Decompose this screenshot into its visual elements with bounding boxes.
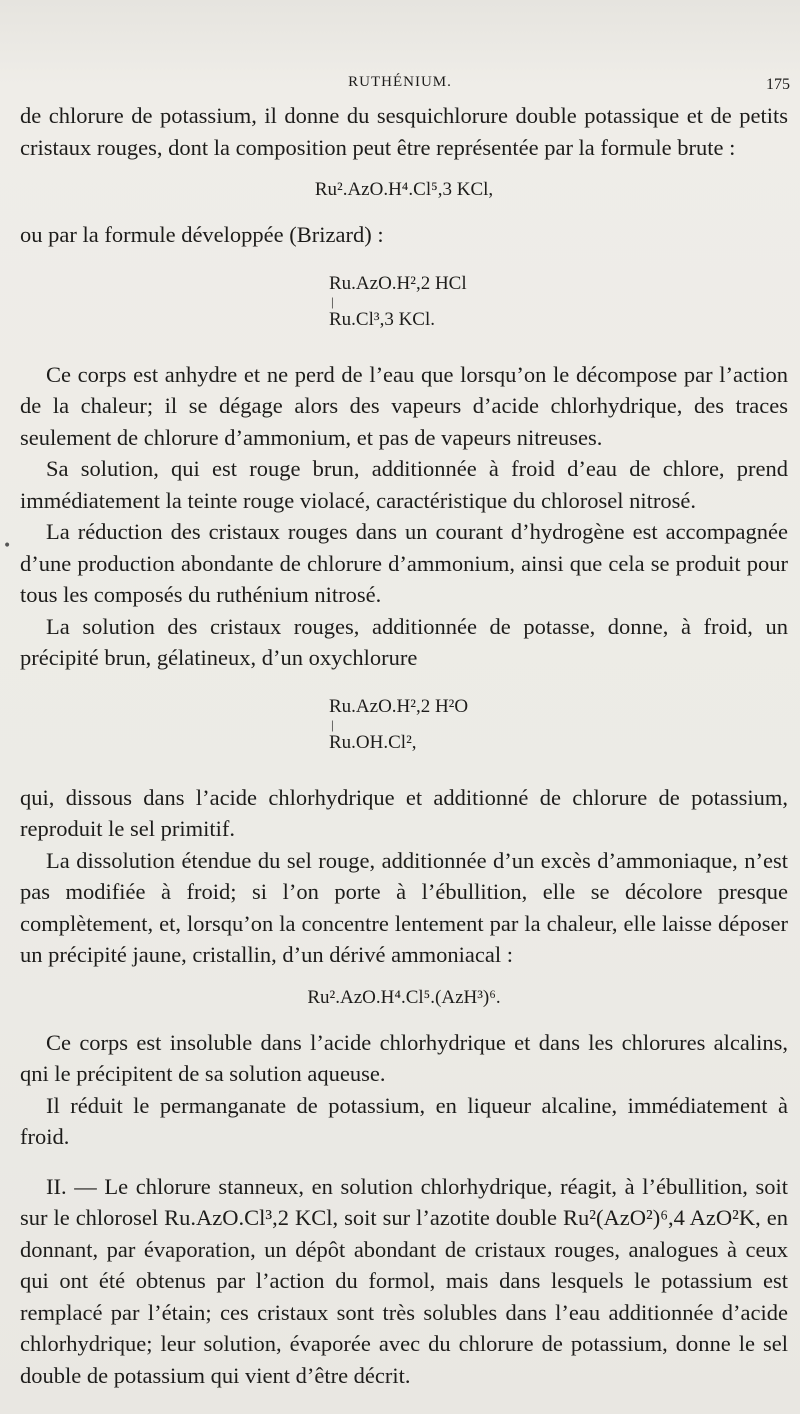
paragraph-1: de chlorure de potassium, il donne du sesquichlorure double potassique et de petits cristaux rouges, dont la composition peut être représentée par la formule brute :: [20, 103, 788, 160]
paragraph-7: qui, dissous dans l’acide chlorhydrique et additionné de chlorure de potassium, reproduit le sel primitif.: [20, 784, 788, 841]
margin-bullet: •: [3, 538, 12, 554]
page-number: 175: [766, 76, 790, 93]
formula-oxychlorure-bottom: Ru.OH.Cl²,: [329, 731, 417, 753]
paragraph-11: II. — Le chlorure stanneux, en solution chlorhydrique, réagit, à l’ébullition, soit sur le chlorosel Ru.AzO.Cl³,2 KCl, soit sur l’azotite double Ru²(AzO²)⁶,4 AzO²K, en donnant, par évaporation, un dépôt abondant de cristaux rouges, analogues à ceux qui ont été obtenus par l’action du formol, mais dans lesquels le potassium est remplacé par l’étain; ces cristaux sont très solubles dans l’eau additionnée d’acide chlorhydrique; leur solution, évaporée avec du chlorure de potassium, donne le sel double de potassium qui vient d’être décrit.: [20, 1173, 788, 1388]
paragraph-4: Sa solution, qui est rouge brun, additionnée à froid d’eau de chlore, prend immédiatement la teinte rouge violacé, caractéristique du chlorosel nitrosé.: [20, 456, 788, 513]
body-text: [20, 100, 788, 1391]
paragraph-2: ou par la formule développée (Brizard) :: [20, 222, 384, 247]
formula-developed: [329, 273, 788, 331]
section-gap: [20, 1153, 788, 1171]
formula-brute: Ru².AzO.H⁴.Cl⁵,3 KCl,: [314, 179, 494, 200]
running-title: RUTHÉNIUM.: [348, 74, 452, 90]
page-header: [0, 70, 800, 100]
paragraph-5: La réduction des cristaux rouges dans un courant d’hydrogène est accompagnée d’une production abondante de chlorure d’ammonium, ainsi que cela se produit pour tous les composés du ruthénium nitrosé.: [20, 519, 788, 607]
formula-developed-bottom: Ru.Cl³,3 KCl.: [329, 308, 435, 330]
formula-developed-top: Ru.AzO.H²,2 HCl: [329, 272, 467, 294]
formula-oxychlorure-top: Ru.AzO.H²,2 H²O: [329, 695, 469, 717]
paragraph-10: Il réduit le permanganate de potassium, en liqueur alcaline, immédiatement à froid.: [20, 1092, 788, 1149]
paragraph-8: La dissolution étendue du sel rouge, additionnée d’un excès d’ammoniaque, n’est pas modifiée à froid; si l’on porte à l’ébullition, elle se décolore presque complètement, et, lorsqu’on la concentre lentement par la chaleur, elle laisse déposer un précipité jaune, cristallin, d’un dérivé ammoniacal :: [20, 847, 788, 967]
formula-oxychlorure: [329, 696, 788, 754]
paragraph-3: Ce corps est anhydre et ne perd de l’eau que lorsqu’on le décompose par l’action de la chaleur; il se dégage alors des vapeurs d’acide chlorhydrique, des traces seulement de chlorure d’ammonium, et pas de vapeurs nitreuses.: [20, 361, 788, 450]
formula-oxychlorure-bond: |: [331, 716, 334, 732]
paragraph-9: Ce corps est insoluble dans l’acide chlorhydrique et dans les chlorures alcalins, qni le précipitent de sa solution aqueuse.: [20, 1029, 788, 1086]
paragraph-6: La solution des cristaux rouges, additionnée de potasse, donne, à froid, un précipité brun, gélatineux, d’un oxychlorure: [20, 613, 788, 670]
formula-ammoniacal: Ru².AzO.H⁴.Cl⁵.(AzH³)⁶.: [307, 986, 501, 1008]
formula-developed-bond: |: [331, 293, 334, 309]
